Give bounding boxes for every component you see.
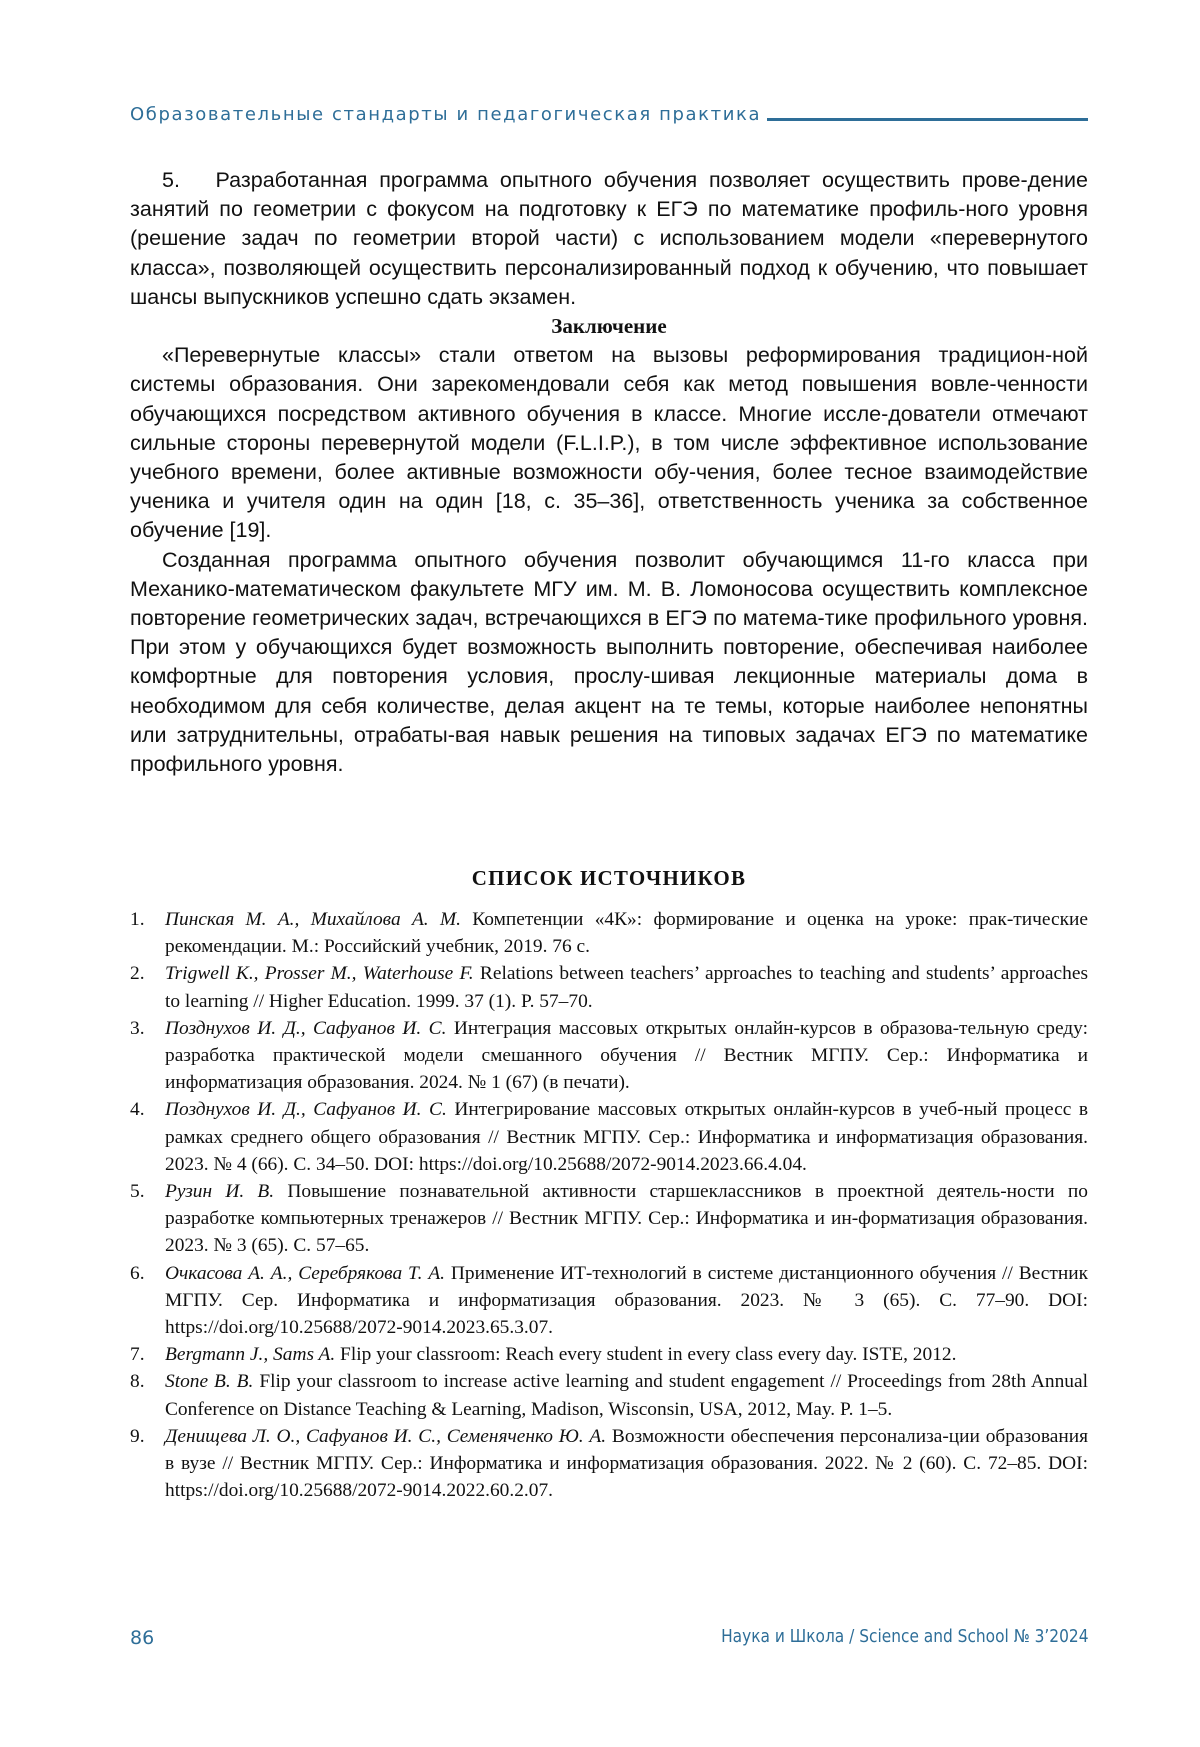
reference-authors: Позднухов И. Д., Сафуанов И. С.	[165, 1017, 447, 1039]
conclusion-paragraph-1: «Перевернутые классы» стали ответом на вызовы реформирования традицион-ной системы образования. Они зарекомендовали себя как метод повышения вовле-ченности обучающихся посредством активного обучения в классе. Многие иссле-дователи отмечают сильные стороны перевернутой модели (F.L.I.P.), в том числе эффективное использование учебного времени, более активные возможности обу-чения, более тесное взаимодействие ученика и учителя один на один [18, с. 35–36], ответственность ученика за собственное обучение [19].	[130, 343, 1088, 543]
running-title: Образовательные стандарты и педагогическая практика	[130, 104, 762, 125]
references-title: СПИСОК ИСТОЧНИКОВ	[471, 866, 747, 890]
reference-number: 2.	[130, 963, 145, 985]
reference-number: 4.	[130, 1099, 145, 1121]
reference-text: Интеграция массовых открытых онлайн-курсов в образова-тельную среду: разработка практической модели смешанного обучения // Вестник МГПУ. Сер.: Информатика и информатизация образования. 2024. № 1 (67) (в печати).	[165, 1017, 1088, 1094]
numbered-paragraph-5: 5. Разработанная программа опытного обучения позволяет осуществить прове-дение занятий по геометрии с фокусом на подготовку к ЕГЭ по математике профиль-ного уровня (решение задач по геометрии второй части) с использованием модели «перевернутого класса», позволяющей осуществить персонализированный подход к обучению, что повышает шансы выпускников успешно сдать экзамен.	[130, 168, 1088, 309]
reference-item	[130, 1368, 1088, 1422]
reference-text: Flip your classroom to increase active learning and student engagement // Proceedings from 28th Annual Conference on Distance Teaching & Learning, Madison, Wisconsin, USA, 2012, May. P. 1–5.	[165, 1371, 1088, 1420]
reference-item	[130, 1096, 1088, 1178]
reference-authors: Stone B. B.	[165, 1371, 254, 1393]
reference-number: 3.	[130, 1017, 145, 1039]
reference-text: Возможности обеспечения персонализа-ции образования в вузе // Вестник МГПУ. Сер.: Информатика и информатизация образования. 2022. № 2 (60). С. 72–85. DOI: https://doi.org/10.25688/2072-9014.2022.60.2.07.	[165, 1425, 1088, 1502]
reference-item	[130, 1423, 1088, 1505]
journal-footer: Наука и Школа / Science and School № 3’2024	[720, 1627, 1088, 1647]
body-text	[130, 166, 1088, 779]
reference-authors: Trigwell K., Prosser M., Waterhouse F.	[165, 963, 474, 985]
reference-text: Flip your classroom: Reach every student in every class every day. ISTE, 2012.	[335, 1344, 957, 1366]
reference-text: Применение ИТ-технологий в системе дистанционного обучения // Вестник МГПУ. Сер. Информатика и информатизация образования. 2023. № 3 (65). С. 77–90. DOI: https://doi.org/10.25688/2072-9014.2023.65.3.07.	[165, 1262, 1088, 1339]
reference-item	[130, 1260, 1088, 1342]
reference-text: Компетенции «4К»: формирование и оценка на уроке: прак-тические рекомендации. М.: Российский учебник, 2019. 76 с.	[165, 909, 1088, 958]
reference-text: Интегрирование массовых открытых онлайн-курсов в учеб-ный процесс в рамках среднего общего образования // Вестник МГПУ. Сер.: Информатика и информатизация образования. 2023. № 4 (66). С. 34–50. DOI: https://doi.org/10.25688/2072-9014.2023.66.4.04.	[165, 1099, 1088, 1175]
reference-item	[130, 960, 1088, 1014]
reference-authors: Рузин И. В.	[165, 1181, 275, 1203]
conclusion-paragraph-2: Созданная программа опытного обучения позволит обучающимся 11-го класса при Механико-математическом факультете МГУ им. М. В. Ломоносова осуществить комплексное повторение геометрических задач, встречающихся в ЕГЭ по матема-тике профильного уровня. При этом у обучающихся будет возможность выполнить повторение, обеспечивая наиболее комфортные для повторения условия, прослу-шивая лекционные материалы дома в необходимом для себя количестве, делая акцент на те темы, которые наиболее непонятны или затруднительны, отрабаты-вая навык решения на типовых задачах ЕГЭ по математике профильного уровня.	[130, 547, 1088, 777]
reference-item	[130, 1178, 1088, 1260]
reference-number: 6.	[130, 1262, 145, 1284]
section-title-conclusion: Заключение	[551, 314, 667, 339]
reference-authors: Денищева Л. О., Сафуанов И. С., Семеняченко Ю. А.	[165, 1425, 607, 1447]
header-rule	[767, 118, 1088, 121]
reference-authors: Позднухов И. Д., Сафуанов И. С.	[165, 1099, 447, 1121]
reference-number: 8.	[130, 1371, 145, 1393]
reference-authors: Очкасова А. А., Серебрякова Т. А.	[165, 1262, 446, 1284]
reference-item	[130, 1015, 1088, 1097]
reference-number: 5.	[130, 1181, 145, 1203]
reference-number: 7.	[130, 1344, 145, 1366]
reference-item	[130, 906, 1088, 960]
running-header	[130, 104, 1088, 125]
reference-item	[130, 1341, 1088, 1368]
reference-authors: Bergmann J., Sams A.	[165, 1344, 336, 1366]
page-number: 86	[130, 1627, 155, 1649]
references-list	[130, 906, 1088, 1504]
reference-number: 9.	[130, 1425, 145, 1447]
reference-text: Повышение познавательной активности старшеклассников в проектной деятель-ности по разработке компьютерных тренажеров // Вестник МГПУ. Сер.: Информатика и ин-форматизация образования. 2023. № 3 (65). С. 57–65.	[165, 1181, 1088, 1257]
reference-authors: Пинская М. А., Михайлова А. М.	[165, 909, 461, 930]
reference-text: Relations between teachers’ approaches to teaching and students’ approaches to learning // Higher Education. 1999. 37 (1). P. 57–70.	[165, 963, 1088, 1012]
reference-number: 1.	[130, 909, 145, 930]
